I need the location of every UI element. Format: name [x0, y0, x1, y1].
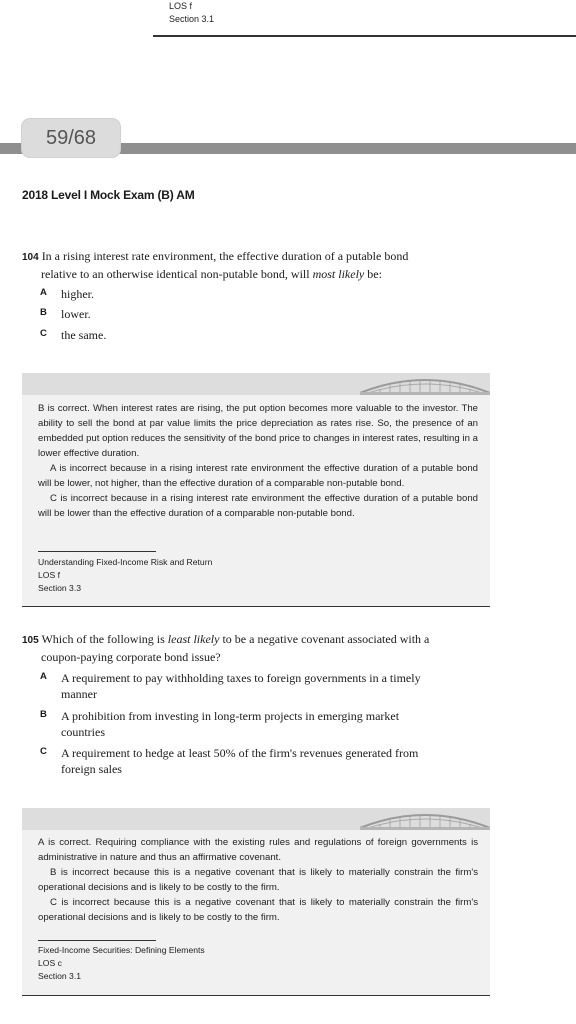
option-text-line1: A prohibition from investing in long-term projects in emerging market	[61, 709, 400, 723]
reference-reading: Fixed-Income Securities: Defining Elements	[38, 945, 205, 955]
answer-panel-104	[22, 373, 490, 607]
option-text: higher.	[61, 287, 94, 301]
question-emphasis: least likely	[167, 632, 220, 646]
option-b[interactable]	[0, 306, 576, 324]
option-letter: A	[40, 671, 47, 682]
explanation-correct: A is correct. Requiring compliance with the existing rules and regulations of foreign governments is administrative in nature and thus an affirmative covenant.	[38, 837, 478, 863]
option-text: the same.	[61, 328, 107, 342]
question-stem-line2	[22, 266, 492, 282]
explanation	[38, 835, 478, 925]
reference	[38, 556, 212, 595]
option-a[interactable]	[0, 670, 576, 704]
explanation	[38, 401, 478, 521]
question-text-line2-end: be:	[364, 267, 382, 281]
reference-section: Section 3.3	[38, 583, 81, 593]
option-a[interactable]	[0, 286, 576, 304]
question-text-line1: Which of the following is	[41, 632, 168, 646]
reference-divider	[38, 940, 156, 941]
answer-panel-header	[22, 373, 490, 395]
top-reference-section: Section 3.1	[169, 14, 215, 24]
top-reference-los: LOS f	[169, 1, 193, 11]
option-text-line2: foreign sales	[61, 762, 122, 776]
question-stem	[22, 631, 492, 649]
question-text-line2: relative to an otherwise identical non-putable bond, will	[41, 267, 313, 281]
question-text-line1: In a rising interest rate environment, the effective duration of a putable bond	[41, 249, 409, 263]
option-letter: C	[40, 328, 47, 339]
option-text-line2: countries	[61, 725, 105, 739]
question-105	[22, 631, 492, 665]
reference-section: Section 3.1	[38, 971, 81, 981]
option-letter: C	[40, 746, 47, 757]
option-b[interactable]	[0, 708, 576, 742]
bridge-banner-icon	[360, 808, 490, 830]
option-c[interactable]	[0, 745, 576, 779]
explanation-incorrect-b: B is incorrect because this is a negative covenant that is likely to materially constrain the firm's operational decisions and is likely to be costly to the firm.	[38, 867, 478, 893]
option-letter: A	[40, 287, 47, 298]
explanation-incorrect-c: C is incorrect because in a rising interest rate environment the effective duration of a putable bond will be lower than the effective duration of a comparable non-putable bond.	[38, 493, 478, 519]
explanation-incorrect-a: A is incorrect because in a rising interest rate environment the effective duration of a putable bond will be lower, not higher, than the effective duration of a comparable non-putable bond.	[38, 463, 478, 489]
option-text-line1: A requirement to pay withholding taxes to foreign governments in a timely	[61, 671, 421, 685]
reference-divider	[38, 551, 156, 552]
answer-panel-header	[22, 808, 490, 830]
option-text: lower.	[61, 307, 91, 321]
bridge-banner-icon	[360, 373, 490, 395]
top-reference	[169, 0, 214, 26]
option-c[interactable]	[0, 327, 576, 345]
reference-los: LOS f	[38, 570, 60, 580]
question-number: 105	[22, 635, 39, 646]
explanation-incorrect-c: C is incorrect because this is a negative covenant that is likely to materially constrain the firm's operational decisions and is likely to be costly to the firm.	[38, 897, 478, 923]
question-number: 104	[22, 252, 39, 263]
reference	[38, 944, 205, 983]
explanation-correct: B is correct. When interest rates are rising, the put option becomes more valuable to the investor. The ability to sell the bond at par value limits the price depreciation as rates rise. So, the presence of an embedded put option reduces the sensitivity of the bond price to changes in interest rates, resulting in a lower effective duration.	[38, 403, 478, 459]
option-text-line2: manner	[61, 687, 97, 701]
question-text-line2: coupon-paying corporate bond issue?	[41, 650, 221, 664]
top-divider	[153, 35, 576, 37]
answer-panel-105	[22, 808, 490, 996]
option-text-line1: A requirement to hedge at least 50% of the firm's revenues generated from	[61, 746, 419, 760]
page-indicator: 59/68	[22, 119, 120, 157]
reference-reading: Understanding Fixed-Income Risk and Return	[38, 557, 213, 567]
reference-los: LOS c	[38, 958, 62, 968]
exam-title: 2018 Level I Mock Exam (B) AM	[22, 188, 195, 202]
question-stem	[22, 248, 492, 266]
question-emphasis: most likely	[312, 267, 365, 281]
option-letter: B	[40, 709, 47, 720]
option-letter: B	[40, 307, 47, 318]
question-104	[22, 248, 492, 282]
question-text-line1-end: to be a negative covenant associated with a	[219, 632, 430, 646]
